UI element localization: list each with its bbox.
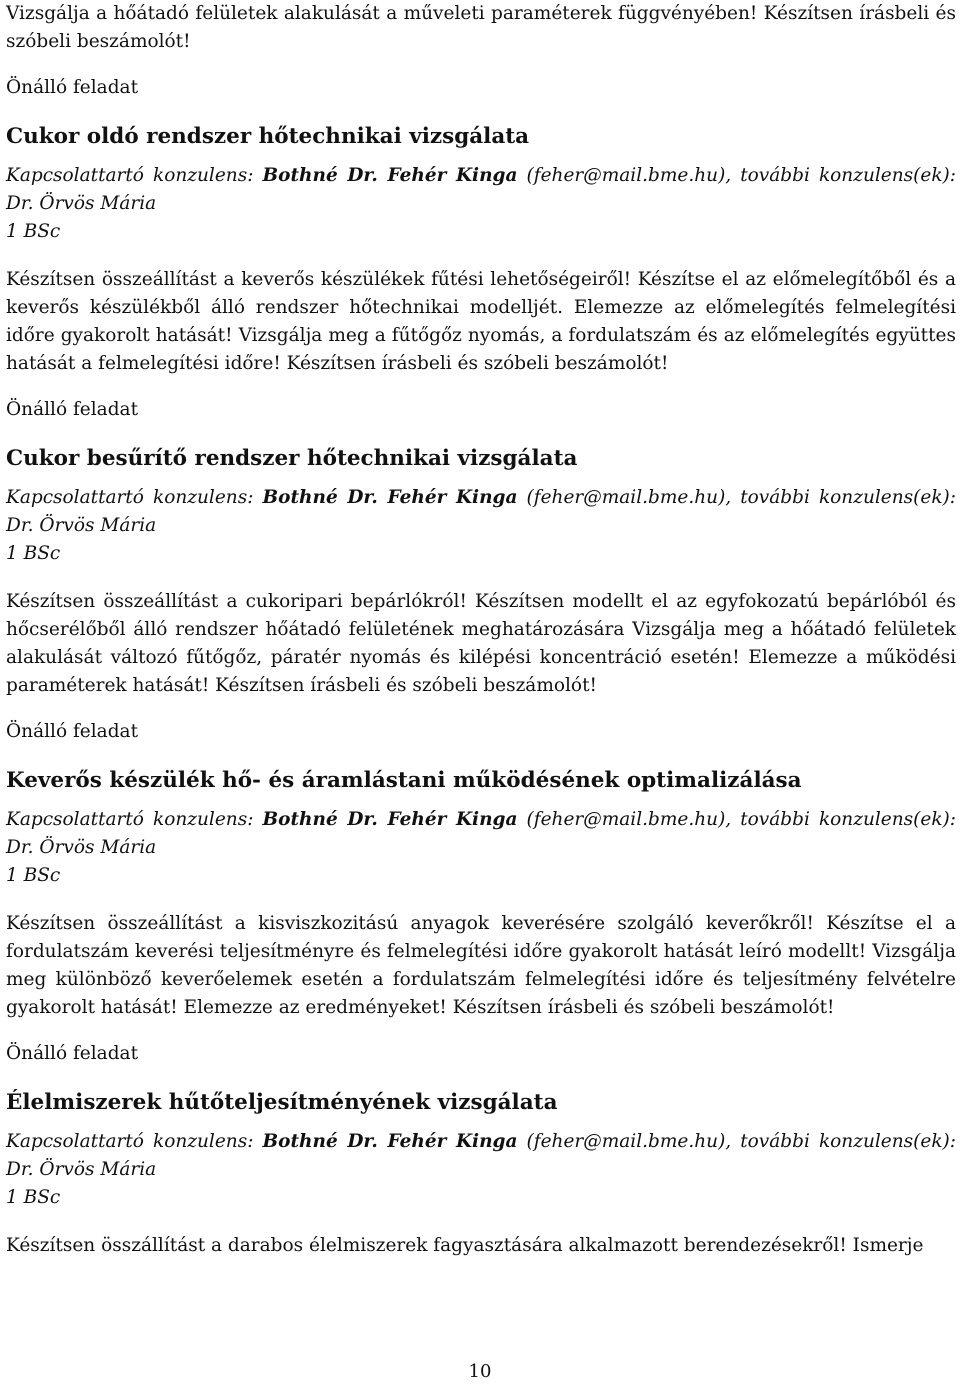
contact-email: (feher@mail.bme.hu): [526, 165, 726, 186]
additional-prefix: , további konzulens(ek):: [725, 487, 956, 508]
contact-line: [6, 806, 956, 862]
contact-prefix: Kapcsolattartó konzulens:: [6, 487, 254, 508]
task-section: [6, 74, 956, 378]
document-page: [6, 0, 956, 1260]
contact-name: Bothné Dr. Fehér Kinga: [262, 487, 518, 508]
task-title: Élelmiszerek hűtőteljesítményének vizsgálata: [6, 1090, 558, 1115]
additional-prefix: , további konzulens(ek):: [725, 809, 956, 830]
task-type-label: Önálló feladat: [6, 399, 139, 420]
task-type-label: Önálló feladat: [6, 77, 139, 98]
task-type-label: Önálló feladat: [6, 721, 139, 742]
contact-prefix: Kapcsolattartó konzulens:: [6, 165, 254, 186]
additional-name: Dr. Örvös Mária: [6, 1159, 157, 1180]
contact-prefix: Kapcsolattartó konzulens:: [6, 1131, 254, 1152]
task-section: [6, 396, 956, 700]
contact-line: [6, 484, 956, 540]
level-label: 1 BSc: [6, 1187, 61, 1208]
task-title: Cukor besűrítő rendszer hőtechnikai vizsgálata: [6, 446, 578, 471]
contact-email: (feher@mail.bme.hu): [526, 487, 726, 508]
contact-email: (feher@mail.bme.hu): [526, 809, 726, 830]
contact-name: Bothné Dr. Fehér Kinga: [262, 165, 518, 186]
page-number: 10: [468, 1361, 492, 1382]
level-label: 1 BSc: [6, 543, 61, 564]
additional-name: Dr. Örvös Mária: [6, 837, 157, 858]
task-title: Cukor oldó rendszer hőtechnikai vizsgálata: [6, 124, 530, 149]
task-description: Készítsen összeállítást a keverős készülékek fűtési lehetőségeiről! Készítse el az előmelegítőből és a keverős készülékből álló rendszer hőtechnikai modelljét. Elemezze az előmelegítés felmelegítési időre gyakorolt hatását! Vizsgálja meg a fűtőgőz nyomás, a fordulatszám és az előmelegítés együttes hatását a felmelegítési időre! Készítsen írásbeli és szóbeli beszámolót!: [6, 269, 956, 374]
contact-line: [6, 162, 956, 218]
contact-prefix: Kapcsolattartó konzulens:: [6, 809, 254, 830]
task-type-label: Önálló feladat: [6, 1043, 139, 1064]
contact-name: Bothné Dr. Fehér Kinga: [262, 809, 518, 830]
additional-name: Dr. Örvös Mária: [6, 515, 157, 536]
intro-paragraph: Vizsgálja a hőátadó felületek alakulását a műveleti paraméterek függvényében! Készítsen írásbeli és szóbeli beszámolót!: [6, 3, 956, 52]
task-section: [6, 1040, 956, 1260]
task-description: Készítsen összeállítást a cukoripari bepárlókról! Készítsen modellt el az egyfokozatú bepárlóból és hőcserélőből álló rendszer hőátadó felületének meghatározására Vizsgálja meg a hőátadó felületek alakulását változó fűtőgőz, páratér nyomás és kilépési koncentráció esetén! Elemezze a működési paraméterek hatását! Készítsen írásbeli és szóbeli beszámolót!: [6, 591, 956, 696]
contact-email: (feher@mail.bme.hu): [526, 1131, 726, 1152]
additional-prefix: , további konzulens(ek):: [725, 1131, 956, 1152]
additional-name: Dr. Örvös Mária: [6, 193, 157, 214]
additional-prefix: , további konzulens(ek):: [725, 165, 956, 186]
task-title: Keverős készülék hő- és áramlástani működésének optimalizálása: [6, 768, 802, 793]
task-section: [6, 718, 956, 1022]
contact-name: Bothné Dr. Fehér Kinga: [262, 1131, 518, 1152]
level-label: 1 BSc: [6, 221, 61, 242]
level-label: 1 BSc: [6, 865, 61, 886]
task-description: Készítsen összállítást a darabos élelmiszerek fagyasztására alkalmazott berendezésekről! Ismerje: [6, 1235, 924, 1256]
task-description: Készítsen összeállítást a kisviszkozitású anyagok keverésére szolgáló keverőkről! Készítse el a fordulatszám keverési teljesítményre és felmelegítési időre gyakorolt hatását leíró modellt! Vizsgálja meg különböző keverőelemek esetén a fordulatszám felmelegítési időre és teljesítmény felvételre gyakorolt hatását! Elemezze az eredményeket! Készítsen írásbeli és szóbeli beszámolót!: [6, 913, 956, 1018]
contact-line: [6, 1128, 956, 1184]
